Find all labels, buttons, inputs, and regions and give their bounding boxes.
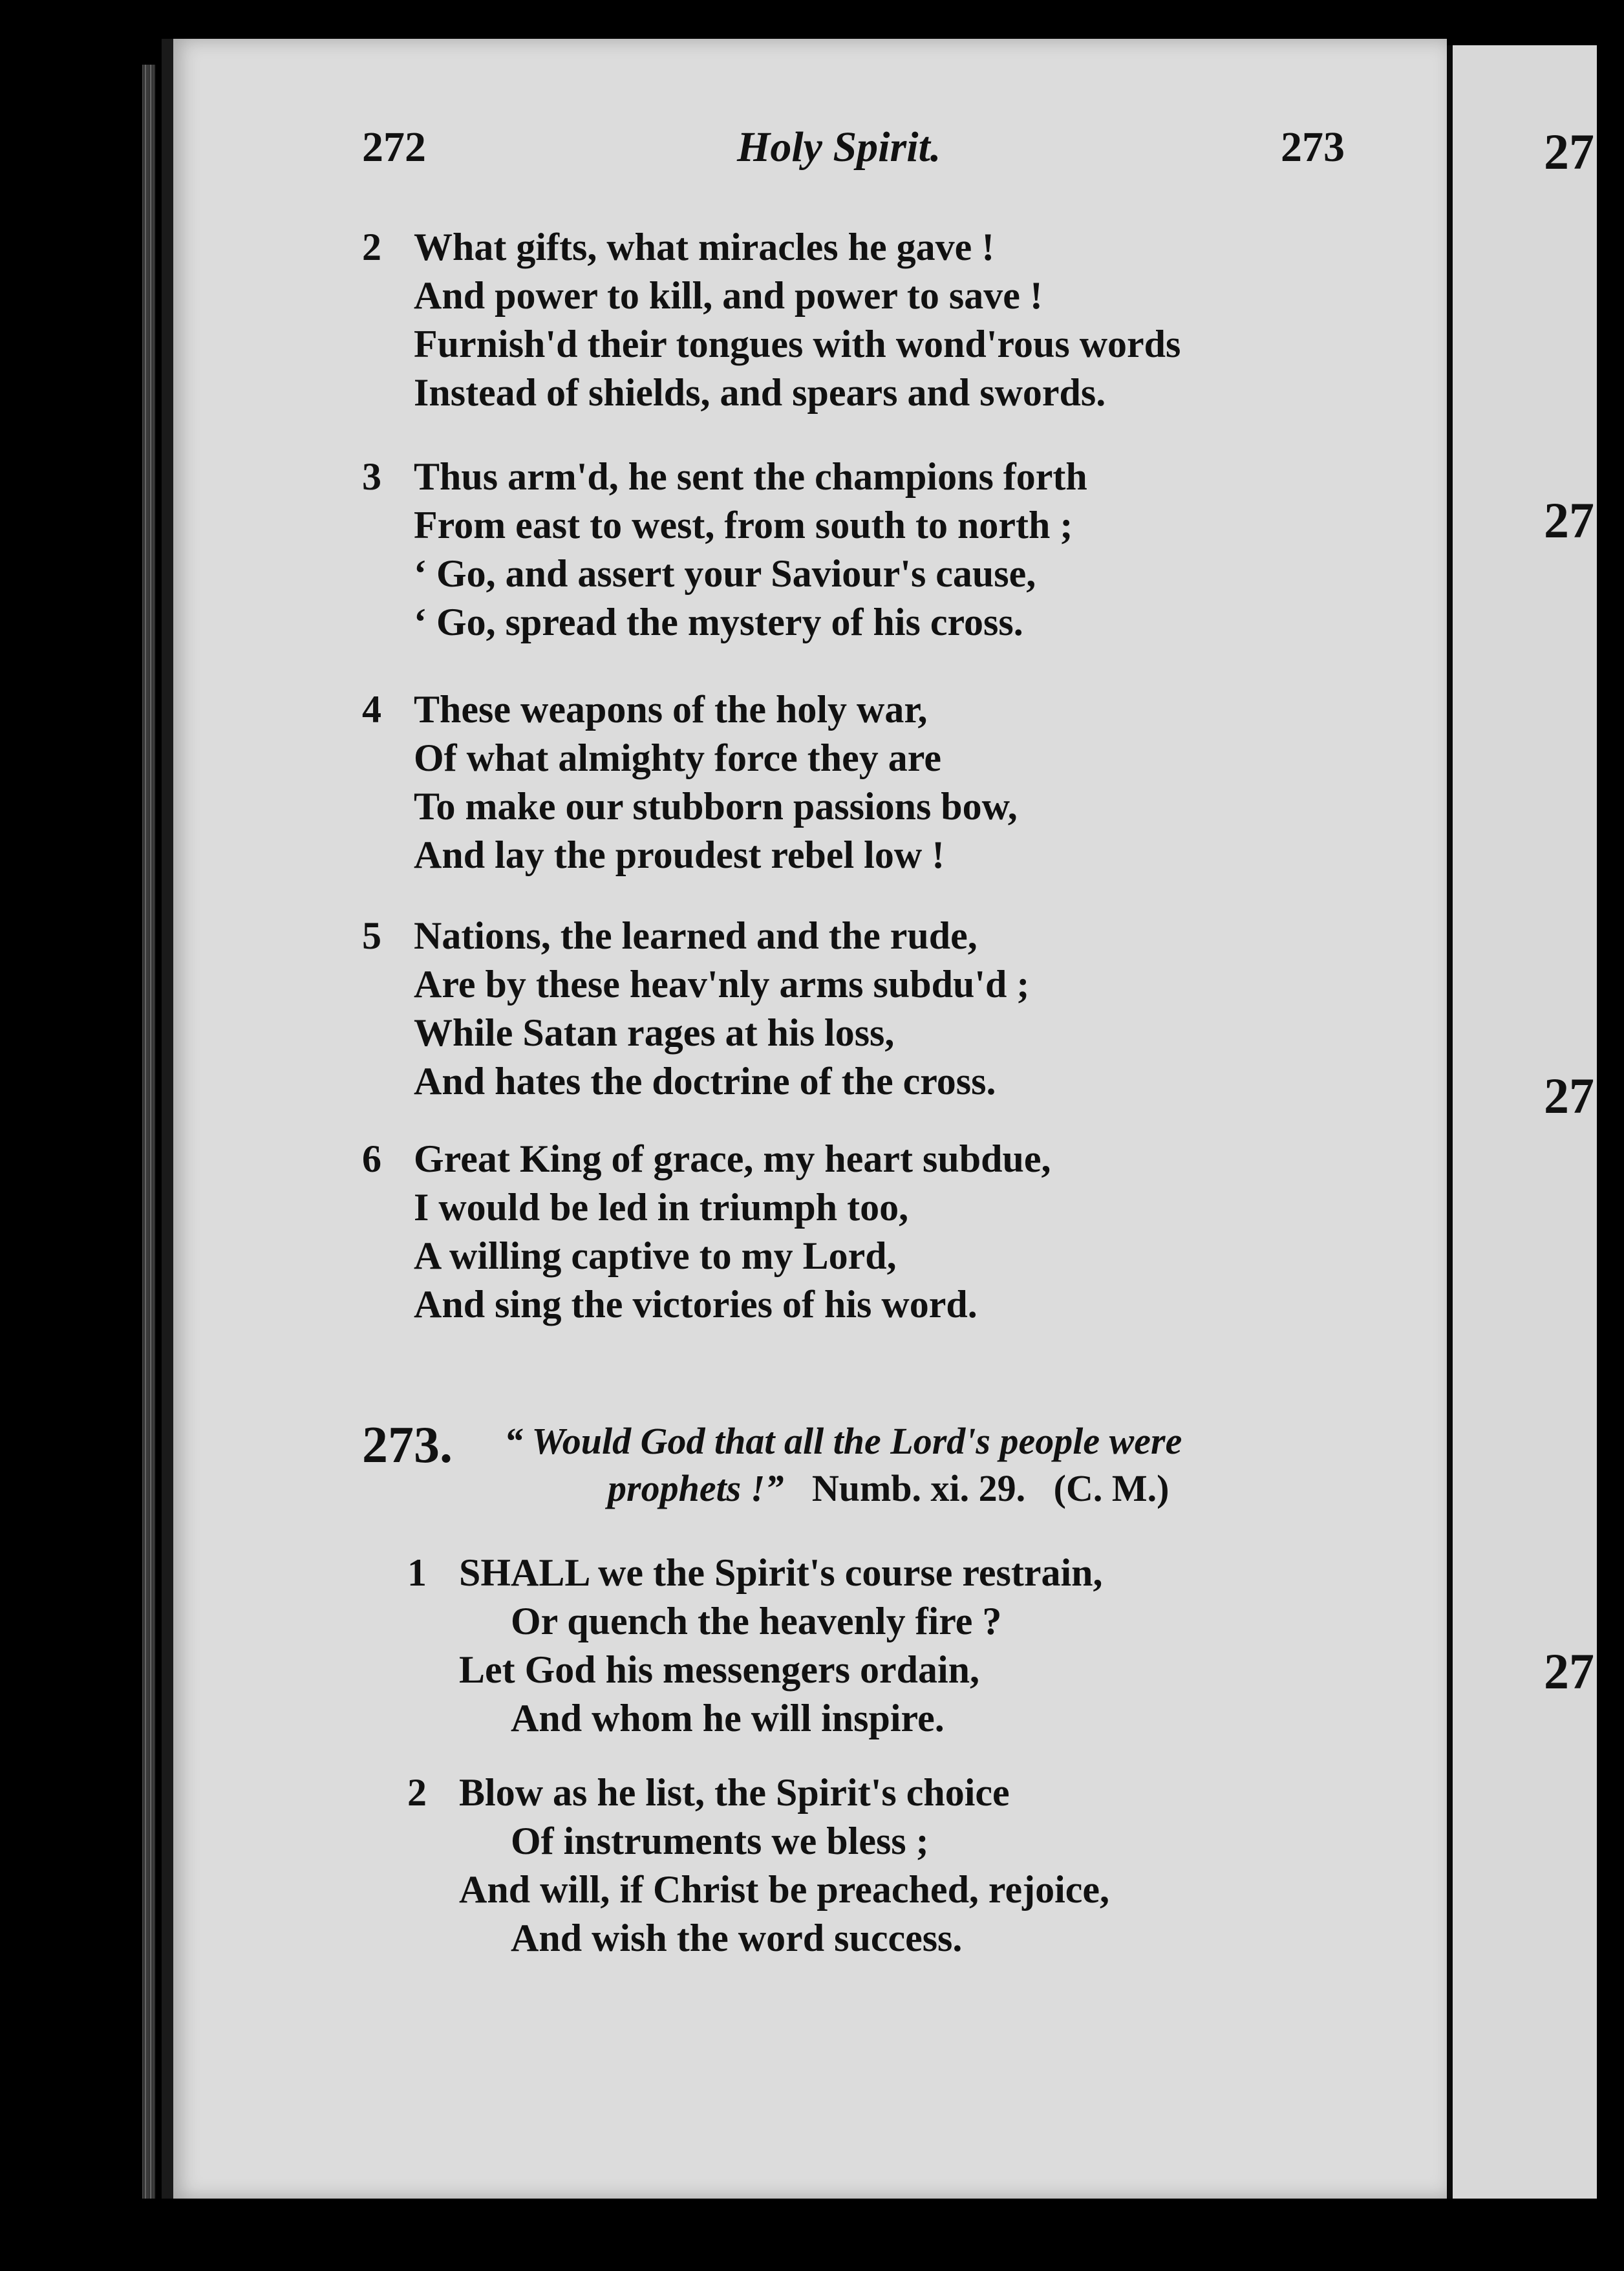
verse-line: And will, if Christ be preached, rejoice, (459, 1868, 1110, 1911)
verse-line: To make our stubborn passions bow, (414, 785, 1018, 828)
verse-line: And whom he will inspire. (511, 1697, 945, 1739)
meter-label: (C. M.) (1053, 1467, 1170, 1509)
verse-line: Or quench the heavenly fire ? (511, 1600, 1002, 1642)
left-page-number: 272 (362, 124, 426, 171)
stanza (407, 1769, 1109, 1963)
stanza-number: 1 (407, 1551, 427, 1594)
hymn-epigraph-continued (608, 1467, 1169, 1510)
verse-line: I would be led in triumph too, (414, 1186, 909, 1229)
stanza (362, 685, 1018, 879)
verse-line: Blow as he list, the Spirit's choice (459, 1771, 1010, 1814)
verse-line: Of instruments we bless ; (511, 1820, 929, 1862)
stanza (362, 912, 1029, 1106)
hymn-number: 273. (362, 1417, 453, 1474)
verse-line: Nations, the learned and the rude, (414, 914, 978, 957)
verse-line: From east to west, from south to north ; (414, 504, 1073, 546)
verse-line: A willing captive to my Lord, (414, 1234, 897, 1277)
verse-line: ‘ Go, spread the mystery of his cross. (414, 601, 1023, 643)
verse-line: Are by these heav'nly arms subdu'd ; (414, 963, 1030, 1006)
verse-line: And wish the word success. (511, 1917, 963, 1959)
stanza-number: 5 (362, 914, 381, 957)
facing-hymn-number: 27 (1544, 492, 1594, 548)
verse-line: And hates the doctrine of the cross. (414, 1060, 996, 1103)
right-page-number: 273 (1281, 124, 1345, 171)
stanza (362, 223, 1181, 417)
book-page-edges (142, 65, 155, 2199)
scan-right-border (1597, 39, 1624, 2224)
verse-line: What gifts, what miracles he gave ! (414, 226, 995, 268)
stanza-number: 2 (407, 1771, 427, 1814)
stanza-number: 2 (362, 226, 381, 268)
verse-line: Instead of shields, and spears and swords. (414, 371, 1106, 414)
verse-line: And lay the proudest rebel low ! (414, 834, 945, 876)
verse-line: ‘ Go, and assert your Saviour's cause, (414, 552, 1036, 595)
hymn-epigraph: “ Would God that all the Lord's people were (504, 1420, 1182, 1462)
verse-line: SHALL we the Spirit's course restrain, (459, 1551, 1103, 1594)
verse-line: These weapons of the holy war, (414, 688, 928, 731)
verse-line: Thus arm'd, he sent the champions forth (414, 455, 1087, 498)
stanza (362, 1135, 1051, 1329)
stanza-number: 4 (362, 688, 381, 731)
verse-line: Great King of grace, my heart subdue, (414, 1137, 1051, 1180)
scripture-reference: Numb. xi. 29. (811, 1467, 1026, 1509)
stanza-number: 3 (362, 455, 381, 498)
page-title: Holy Spirit. (737, 124, 941, 171)
stanza-number: 6 (362, 1137, 381, 1180)
verse-line: While Satan rages at his loss, (414, 1011, 895, 1054)
verse-line: Of what almighty force they are (414, 737, 941, 779)
verse-line: And sing the victories of his word. (414, 1283, 978, 1326)
facing-page-number: 27 (1544, 124, 1594, 180)
verse-line: And power to kill, and power to save ! (414, 274, 1043, 317)
facing-hymn-number: 27 (1544, 1643, 1594, 1699)
verse-line: Furnish'd their tongues with wond'rous words (414, 323, 1181, 365)
running-header (362, 123, 1345, 188)
verse-line: Let God his messengers ordain, (459, 1648, 980, 1691)
stanza (407, 1549, 1103, 1743)
hymn-epigraph-end: prophets !” (608, 1467, 784, 1509)
facing-hymn-number: 27 (1544, 1068, 1594, 1124)
stanza (362, 453, 1087, 647)
